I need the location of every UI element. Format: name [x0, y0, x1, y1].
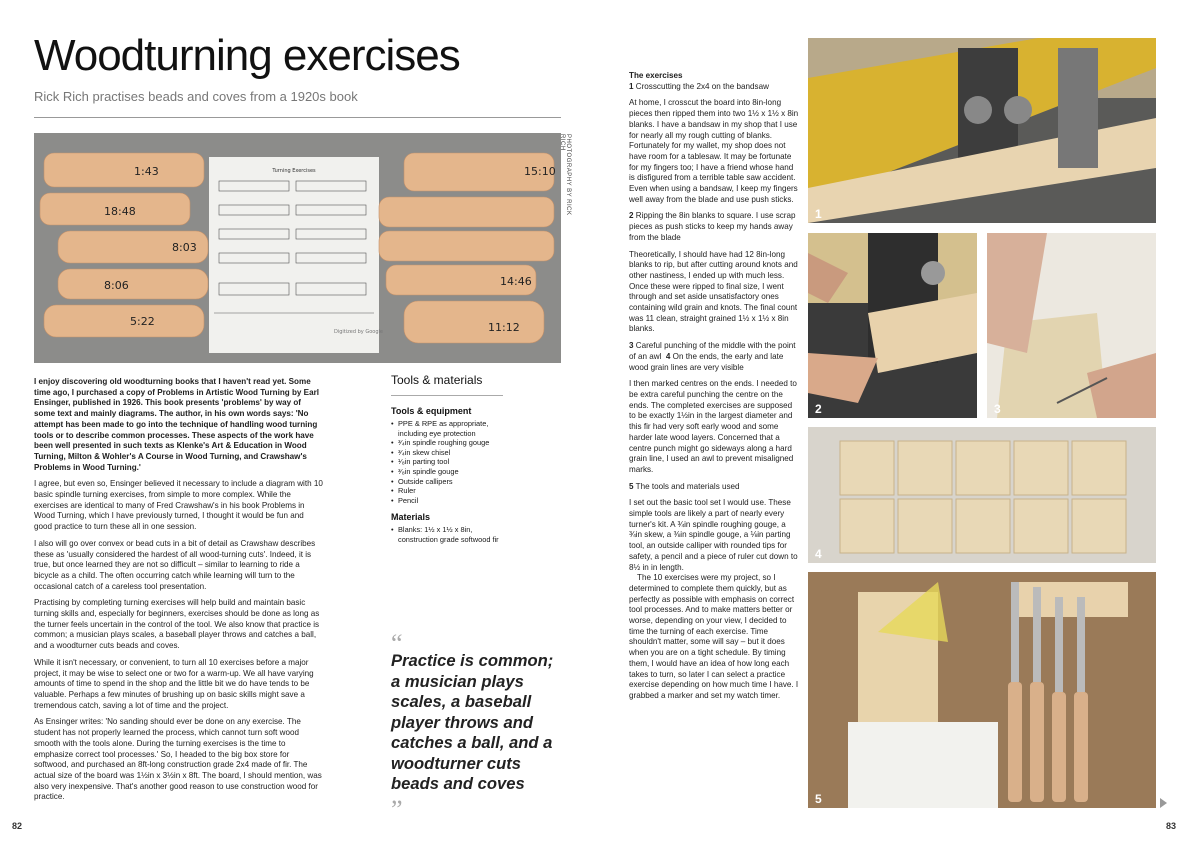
intro-paragraph: I enjoy discovering old woodturning books that I haven't read yet. Some time ago, I purchased a copy of Problems in Artistic Wood Turning by Earl Ensinger, published in 1926. This book presents 'problems' by way of some text and mainly diagrams. The author, in his own words says: 'No attempt has been made to go into the technique of handling wood turning tools or to describe common processes. These aspects of the work have been well presented in such texts as Klenke's Art & Education in Wood Turning, Milton & Wohler's A Course in Wood Turning, and Crawshaw's Problems in Wood Turning.' [34, 377, 319, 472]
body-paragraph: Theoretically, I should have had 12 8in-long blanks to rip, but after cutting around knots and other nastiness, I ended up with much less. Once these were ripped to final size, I went through and set aside unsatisfactory ones containing wild grain and knots. The final count was 11 clean, straight grained 1½ x 1½ x 8in blanks. [629, 249, 798, 334]
list-item: • PPE & RPE as appropriate, including eye protection [391, 419, 504, 438]
sheet-heading: Turning Exercises [272, 168, 316, 174]
blank-label: 14:46 [500, 275, 532, 288]
sheet-watermark: Digitized by Google [334, 329, 383, 335]
step-caption-2: 2 Ripping the 8in blanks to square. I use scrap pieces as push sticks to keep my hands away from the blade [629, 211, 796, 242]
step-caption-5: 5 The tools and materials used [629, 481, 740, 491]
list-item: • ¹⁄₈in parting tool [391, 457, 504, 467]
body-paragraph: At home, I crosscut the board into 8in-long pieces then ripped them into two 1½ x 1½ x 8in blanks. I have a bandsaw in my shop that I use for nearly all my rough cutting of blanks. Fortunately for my wallet, my shop does not have room for a tablesaw. It may be fortunate for my fingers too; I have a friend whose hand is disfigured from a terrible table saw accident. Even when using a bandsaw, I keep my fingers well away from the blade and use push sticks. [629, 98, 799, 204]
photo-awl-punching [987, 233, 1156, 418]
tools-divider [391, 395, 503, 396]
blank-label: 1:43 [134, 165, 159, 178]
photo-tools-materials [808, 572, 1156, 808]
quote-close-mark: ” [391, 795, 403, 824]
body-paragraph: I also will go over convex or bead cuts in a bit of detail as Crawshaw describes these as 'usually considered the hardest of all wood-turning cuts'. Indeed, it is true, but once learned they are not so difficult – similar to learning to ride a bicycle as a child. The often occurring catch while learning will turn to the occasional catch of a careless tool presentation. [34, 538, 316, 591]
body-paragraph: Practising by completing turning exercises will help build and maintain basic turning skills and, especially for beginners, exercises should be done as long as the turner feels uncertain in the control of the tool. We also know that practice is common; a musician plays scales, a baseball player throws and catches a ball, and a woodturner cuts beads and coves. [34, 598, 320, 651]
title-divider [34, 117, 561, 118]
body-paragraph: While it isn't necessary, or convenient, to turn all 10 exercises before a major project, it may be wise to select one or two for a warm-up. We all have varying amounts of time to spend in the shop and the little bit we do have tends to be valuable. Perhaps a few minutes of brushing up on basic skills might save a tremendous catch, saving a lot of time and the project. [34, 657, 314, 710]
pull-quote: Practice is common; a musician plays scales, a baseball player throws and catches a ball, and a woodturner cuts beads and coves [391, 651, 554, 793]
exercises-heading: The exercises [629, 71, 683, 80]
next-page-arrow-icon [1160, 798, 1167, 808]
page-subtitle: Rick Rich practises beads and coves from a 1920s book [34, 89, 358, 104]
photo-blank-ends [808, 427, 1156, 563]
photo-credit: PHOTOGRAPHY BY RICK RICH [559, 134, 571, 216]
photo-number: 3 [994, 402, 1001, 416]
body-paragraph: I agree, but even so, Ensinger believed it necessary to include a diagram with 10 basic spindle turning exercises, from simple to more complex. While the exercises are identical to many of Fred Crawshaw's in his book Problems in Wood Turning, which I have previously turned, I thought it would be fun and good practice to turn these all in one session. [34, 479, 323, 532]
step-caption-3-4: 3 Careful punching of the middle with the point of an awl 4 On the ends, the early and late wood grain lines are very visible [629, 341, 796, 372]
body-paragraph: The 10 exercises were my project, so I determined to complete them quickly, but as perfectly as possible with emphasis on correct tool processes. And to make matters better or worse, depending on your view, I decided to time the turning of each exercise. Time shouldn't matter, some will say – but it does when you are on a tight schedule. By timing them, I would have an idea of how long each takes to turn, so later I can select a practice exercise depending on how much time I have. I grabbed a marker and set my watch timer. [629, 573, 799, 700]
left-article-column [34, 377, 324, 809]
photo-bandsaw-crosscut [808, 38, 1156, 223]
materials-heading: Materials [391, 512, 431, 523]
quote-open-mark: “ [391, 629, 403, 658]
photo-ripping-blanks [808, 233, 977, 418]
list-item: • ³⁄₄in spindle roughing gouge [391, 438, 504, 448]
page-title: Woodturning exercises [34, 31, 460, 80]
list-item: • Outside callipers [391, 477, 504, 487]
right-article-column [629, 71, 799, 708]
list-item: • Ruler [391, 486, 504, 496]
materials-list [391, 525, 504, 544]
photo-number: 2 [815, 402, 822, 416]
body-paragraph: I then marked centres on the ends. I needed to be extra careful punching the centre on the ends. The completed exercises are supposed to be exactly 1½in in the largest diameter and this fir had very soft early wood and some harder late wood layers. Concerned that a centre punch might go sideways along a hard grain line, I used an awl to prevent misaligned marks. [629, 379, 797, 474]
body-paragraph: As Ensinger writes: 'No sanding should ever be done on any exercise. The student has not properly learned the process, which cannot turn soft wood smooth with the tools alone. During the turning exercises is the time to emphasize correct tool processes.' So, I headed to the big box store for softwood, and purchased an 8ft-long construction grade 2x4 made of fir. The actual size of the board was 1½in x 3½in x 8ft. The board, I should mention, was also very inexpensive. That's another good reason to use construction wood for practice. [34, 717, 322, 802]
list-item: • ³⁄₄in skew chisel [391, 448, 504, 458]
blank-label: 8:06 [104, 279, 129, 292]
blank-label: 15:10 [524, 165, 556, 178]
equipment-list [391, 419, 504, 505]
tools-materials-box [391, 372, 504, 545]
photo-number: 5 [815, 792, 822, 806]
equipment-heading: Tools & equipment [391, 406, 472, 416]
list-item: • Blanks: 1½ x 1½ x 8in, construction grade softwood fir [391, 525, 504, 544]
main-photo-turned-blanks [34, 133, 561, 363]
photo-number: 4 [815, 547, 822, 561]
blank-label: 11:12 [488, 321, 520, 334]
blank-label: 8:03 [172, 241, 197, 254]
page-number-right: 83 [1166, 821, 1177, 831]
photo-number: 1 [815, 207, 822, 221]
tools-heading: Tools & materials [391, 373, 483, 387]
exercise-diagram-sheet [209, 157, 383, 353]
page-number-left: 82 [12, 821, 23, 831]
blank-label: 18:48 [104, 205, 136, 218]
list-item: • ³⁄₈in spindle gouge [391, 467, 504, 477]
body-paragraph: I set out the basic tool set I would use. These simple tools are likely a part of nearly every turner's kit. A ¾in spindle roughing gouge, a ¾in skew, a ⅜in spindle gouge, a ⅛in parting tool, an outside calliper with rounded tips for safety, a pencil and a piece of ruler cut down to 8½ in in length. [629, 498, 798, 572]
step-caption-1: 1 Crosscutting the 2x4 on the bandsaw [629, 81, 769, 91]
blank-label: 5:22 [130, 315, 155, 328]
list-item: • Pencil [391, 496, 504, 506]
